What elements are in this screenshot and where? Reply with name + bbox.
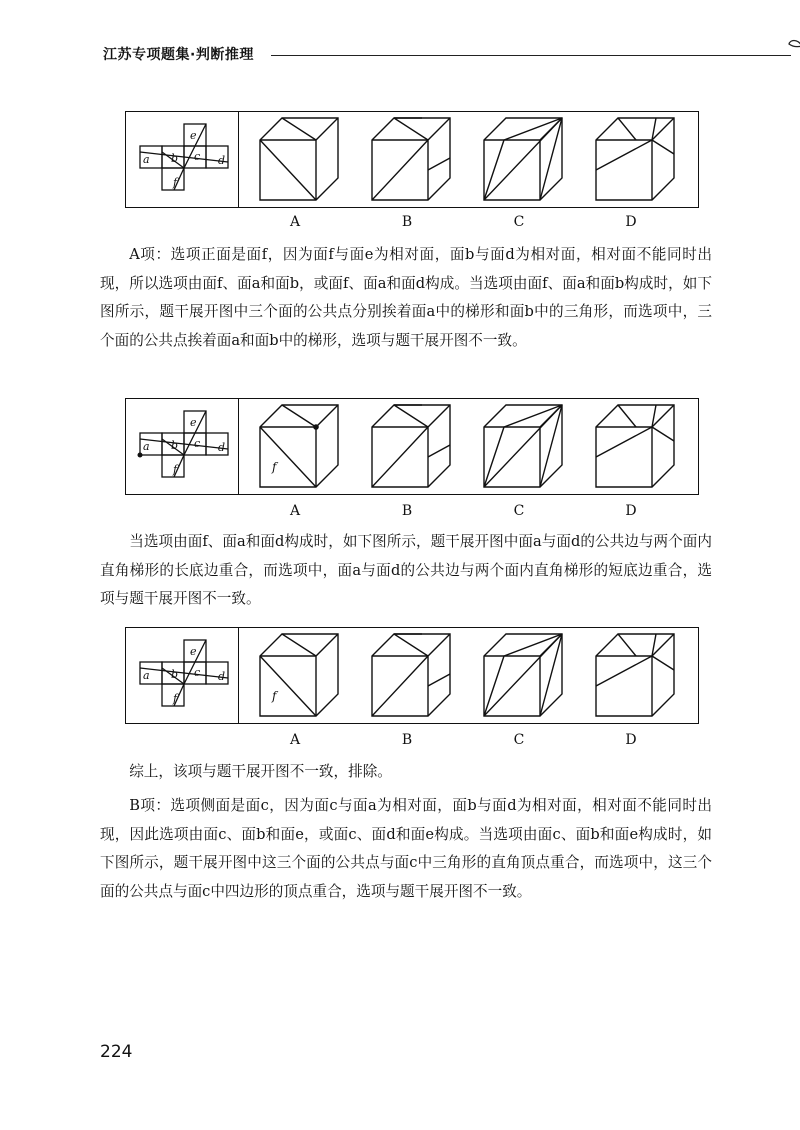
cube-option-a bbox=[260, 118, 338, 200]
figure-1-option-labels bbox=[125, 214, 697, 232]
net-label-b: b bbox=[171, 668, 179, 681]
paragraph-text: B项：选项侧面是面c，因为面c与面a为相对面，面b与面d为相对面，相对面不能同时出现，因此选项由面c、面b和面e，或面c、面d和面e构成。当选项由面c、面b和面e构成时，如下图所示，题干展开图中这三个面的公共点与面c中三角形的直角顶点重合，而选项中，这三个面的公共点与面c中四边形的顶点重合，选项与题干展开图不一致。 bbox=[100, 797, 712, 900]
sprout-icon bbox=[787, 36, 800, 60]
option-label-b: B bbox=[401, 503, 413, 519]
option-label-a: A bbox=[289, 503, 301, 519]
cube-option-d bbox=[596, 634, 674, 716]
cube-option-c bbox=[484, 405, 562, 487]
net-label-f: f bbox=[173, 463, 178, 476]
paragraph-option-a-face-d bbox=[100, 528, 712, 614]
figure-2 bbox=[125, 398, 699, 495]
net-label-e: e bbox=[190, 416, 197, 429]
cube-option-a bbox=[260, 405, 338, 487]
option-label-b: B bbox=[401, 214, 413, 230]
net-label-b: b bbox=[171, 152, 179, 165]
page-number: 224 bbox=[100, 1042, 133, 1062]
common-vertex-dot bbox=[138, 453, 143, 458]
option-cubes bbox=[260, 118, 674, 200]
cube-face-label-f: f bbox=[272, 689, 277, 703]
option-label-d: D bbox=[625, 214, 637, 230]
header-title: 江苏专项题集·判断推理 bbox=[103, 47, 254, 63]
running-header bbox=[103, 40, 703, 70]
cube-option-c bbox=[484, 634, 562, 716]
paragraph-option-a-intro bbox=[100, 241, 712, 355]
option-label-b: B bbox=[401, 732, 413, 748]
option-label-a: A bbox=[289, 732, 301, 748]
header-rule bbox=[271, 55, 791, 56]
option-cubes bbox=[260, 405, 674, 487]
figure-2-option-labels bbox=[125, 503, 697, 521]
net-label-a: a bbox=[143, 669, 150, 682]
net-diagram bbox=[140, 411, 228, 477]
net-label-f: f bbox=[173, 176, 178, 189]
figure-1 bbox=[125, 111, 699, 208]
paragraph-text: 综上，该项与题干展开图不一致，排除。 bbox=[129, 763, 392, 780]
net-label-b: b bbox=[171, 439, 179, 452]
option-label-d: D bbox=[625, 503, 637, 519]
net-diagram bbox=[140, 124, 228, 190]
net-label-a: a bbox=[143, 440, 150, 453]
figure-3 bbox=[125, 627, 699, 724]
cube-option-d bbox=[596, 118, 674, 200]
net-label-c: c bbox=[194, 150, 201, 163]
paragraph-text: 当选项由面f、面a和面d构成时，如下图所示，题干展开图中面a与面d的公共边与两个面内直角梯形的长底边重合，而选项中，面a与面d的公共边与两个面内直角梯形的短底边重合，选项与题干展开图不一致。 bbox=[100, 533, 712, 607]
cube-option-b bbox=[372, 405, 450, 487]
net-label-c: c bbox=[194, 437, 201, 450]
figure-1-drawing bbox=[126, 112, 698, 207]
cube-option-b bbox=[372, 118, 450, 200]
net-diagram bbox=[140, 640, 228, 706]
option-cubes bbox=[260, 634, 674, 716]
net-label-f: f bbox=[173, 692, 178, 705]
cube-option-b bbox=[372, 634, 450, 716]
option-label-c: C bbox=[513, 214, 525, 230]
cube-option-d bbox=[596, 405, 674, 487]
cube-option-a bbox=[260, 634, 338, 716]
option-label-a: A bbox=[289, 214, 301, 230]
option-label-c: C bbox=[513, 503, 525, 519]
net-label-d: d bbox=[218, 670, 226, 683]
cube-option-c bbox=[484, 118, 562, 200]
net-label-c: c bbox=[194, 666, 201, 679]
net-label-d: d bbox=[218, 441, 226, 454]
figure-2-drawing bbox=[126, 399, 698, 494]
option-label-d: D bbox=[625, 732, 637, 748]
option-label-c: C bbox=[513, 732, 525, 748]
paragraph-option-b bbox=[100, 792, 712, 906]
paragraph-conclusion-a bbox=[100, 758, 712, 787]
net-label-a: a bbox=[143, 153, 150, 166]
net-label-e: e bbox=[190, 645, 197, 658]
net-label-d: d bbox=[218, 154, 226, 167]
cube-face-label-f: f bbox=[272, 460, 277, 474]
net-label-e: e bbox=[190, 129, 197, 142]
common-vertex-dot bbox=[313, 424, 319, 430]
figure-3-option-labels bbox=[125, 732, 697, 750]
figure-3-drawing bbox=[126, 628, 698, 723]
paragraph-text: A项：选项正面是面f，因为面f与面e为相对面，面b与面d为相对面，相对面不能同时出现，所以选项由面f、面a和面b，或面f、面a和面d构成。当选项由面f、面a和面b构成时，如下图所示，题干展开图中三个面的公共点分别挨着面a中的梯形和面b中的三角形，而选项中，三个面的公共点挨着面a和面b中的梯形，选项与题干展开图不一致。 bbox=[100, 246, 712, 349]
